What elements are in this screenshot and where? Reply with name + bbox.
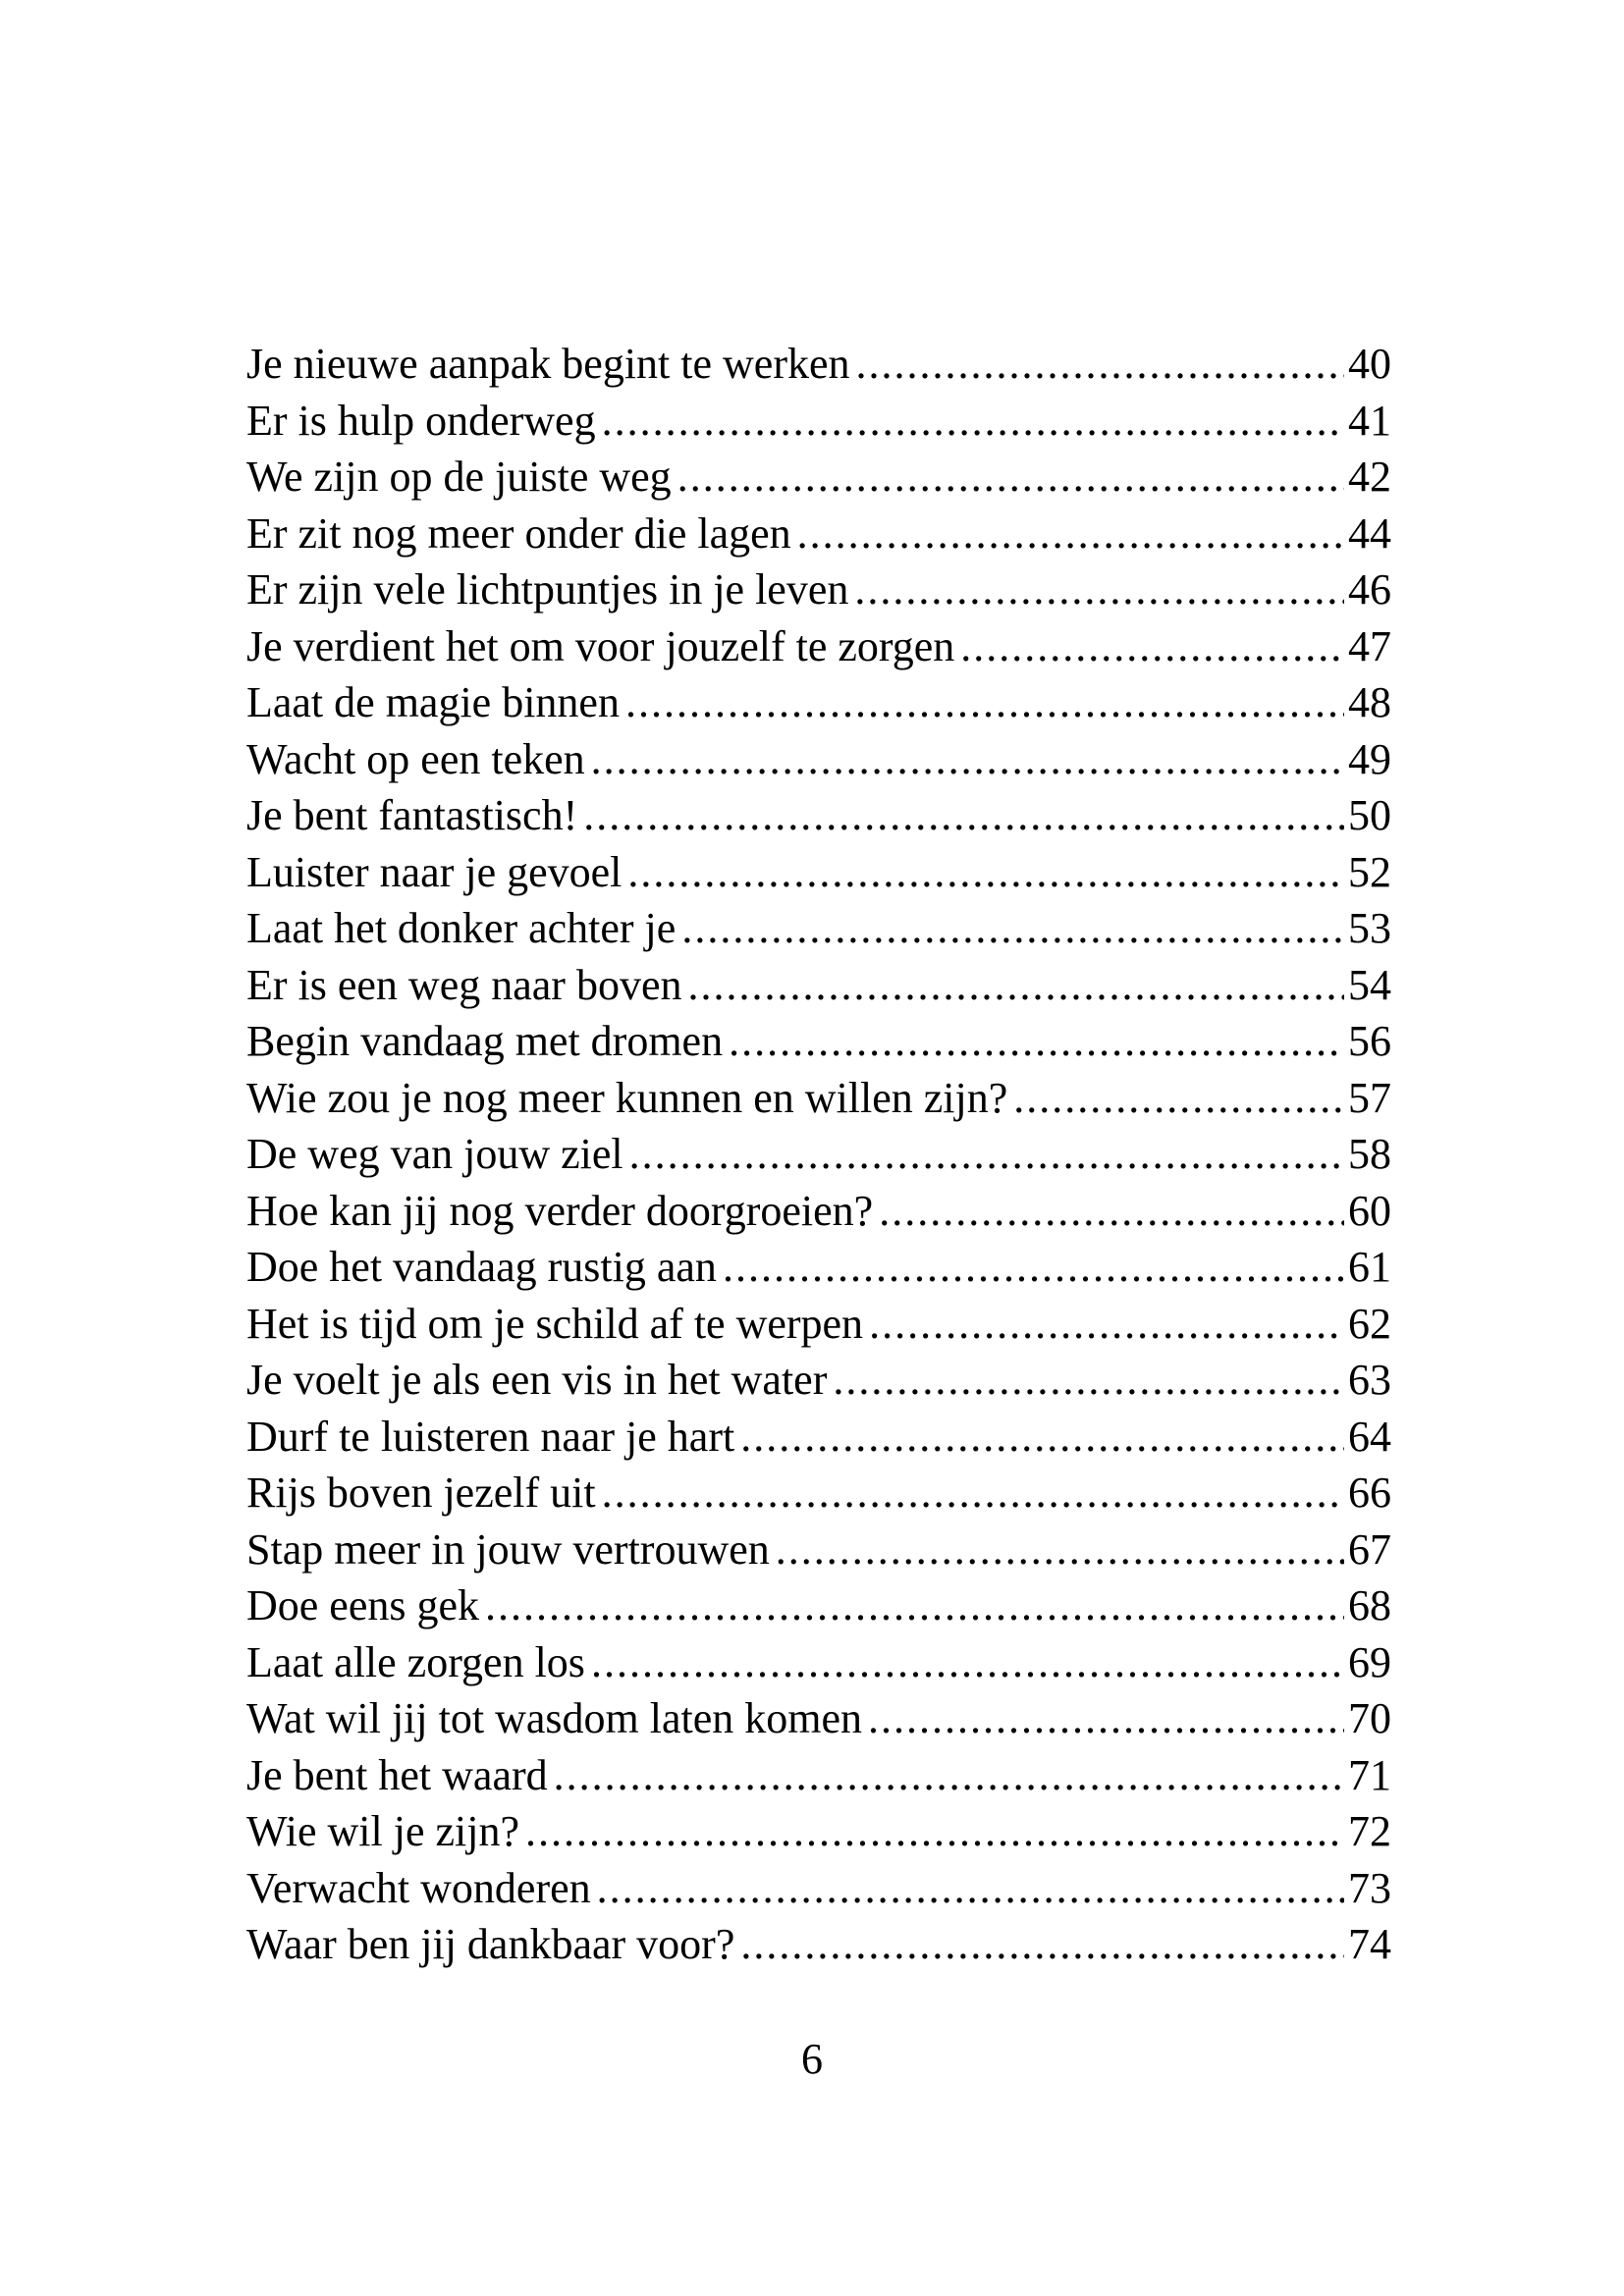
toc-dot-leader — [627, 844, 1344, 901]
toc-entry[interactable] — [246, 506, 1391, 562]
table-of-contents — [246, 336, 1391, 1973]
toc-entry-title: Je voelt je als een vis in het water — [246, 1356, 828, 1404]
toc-entry[interactable] — [246, 449, 1391, 506]
toc-dot-leader — [776, 1522, 1344, 1578]
toc-entry-page-number: 42 — [1348, 453, 1391, 501]
toc-entry[interactable] — [246, 674, 1391, 731]
toc-entry-page-number: 57 — [1348, 1073, 1391, 1122]
toc-entry[interactable] — [246, 561, 1391, 618]
page-number: 6 — [801, 2035, 823, 2083]
toc-entry[interactable] — [246, 1916, 1391, 1973]
toc-dot-leader — [597, 1860, 1344, 1917]
toc-dot-leader — [583, 787, 1344, 844]
toc-dot-leader — [602, 1465, 1344, 1522]
toc-entry-title: Je verdient het om voor jouzelf te zorgen — [246, 621, 955, 670]
toc-dot-leader — [554, 1747, 1344, 1804]
toc-entry-page-number: 63 — [1348, 1356, 1391, 1404]
toc-entry[interactable] — [246, 336, 1391, 393]
toc-entry-title: Wie zou je nog meer kunnen en willen zijn? — [246, 1073, 1008, 1122]
toc-entry-page-number: 71 — [1348, 1750, 1391, 1799]
toc-entry[interactable] — [246, 1690, 1391, 1747]
toc-entry-title: Er is een weg naar boven — [246, 960, 682, 1009]
toc-entry-page-number: 50 — [1348, 791, 1391, 839]
toc-entry-page-number: 60 — [1348, 1186, 1391, 1235]
toc-entry[interactable] — [246, 1239, 1391, 1296]
toc-dot-leader — [740, 1409, 1344, 1466]
toc-entry[interactable] — [246, 1577, 1391, 1634]
toc-entry[interactable] — [246, 844, 1391, 901]
toc-dot-leader — [625, 674, 1344, 731]
toc-entry-page-number: 49 — [1348, 734, 1391, 783]
toc-entry-page-number: 67 — [1348, 1524, 1391, 1574]
toc-entry[interactable] — [246, 1296, 1391, 1353]
toc-entry-page-number: 69 — [1348, 1637, 1391, 1686]
toc-entry-title: Verwacht wonderen — [246, 1863, 591, 1912]
toc-entry[interactable] — [246, 1409, 1391, 1466]
toc-entry-page-number: 73 — [1348, 1863, 1391, 1912]
toc-entry-page-number: 56 — [1348, 1017, 1391, 1065]
toc-entry-title: Er zijn vele lichtpuntjes in je leven — [246, 565, 849, 614]
toc-entry[interactable] — [246, 1126, 1391, 1183]
toc-entry[interactable] — [246, 1070, 1391, 1127]
toc-entry-page-number: 68 — [1348, 1581, 1391, 1629]
toc-entry-title: We zijn op de juiste weg — [246, 453, 672, 501]
toc-entry-page-number: 44 — [1348, 508, 1391, 558]
toc-dot-leader — [833, 1352, 1344, 1409]
toc-entry-page-number: 66 — [1348, 1468, 1391, 1517]
toc-entry-title: Wacht op een teken — [246, 734, 585, 783]
toc-entry[interactable] — [246, 1803, 1391, 1860]
toc-entry[interactable] — [246, 900, 1391, 957]
toc-dot-leader — [729, 1013, 1344, 1070]
toc-entry-title: Wat wil jij tot wasdom laten komen — [246, 1694, 863, 1742]
toc-entry-title: Begin vandaag met dromen — [246, 1017, 724, 1065]
toc-entry-page-number: 64 — [1348, 1412, 1391, 1461]
toc-entry[interactable] — [246, 1747, 1391, 1804]
toc-entry-title: Durf te luisteren naar je hart — [246, 1412, 735, 1461]
toc-entry[interactable] — [246, 787, 1391, 844]
toc-dot-leader — [591, 1634, 1344, 1691]
toc-dot-leader — [485, 1577, 1344, 1634]
toc-entry[interactable] — [246, 1465, 1391, 1522]
toc-entry-page-number: 53 — [1348, 904, 1391, 952]
toc-entry[interactable] — [246, 393, 1391, 450]
toc-entry-title: Laat alle zorgen los — [246, 1637, 585, 1686]
toc-entry-page-number: 41 — [1348, 396, 1391, 445]
toc-entry-page-number: 46 — [1348, 565, 1391, 614]
toc-entry-page-number: 48 — [1348, 678, 1391, 726]
toc-entry-title: Laat het donker achter je — [246, 904, 677, 952]
toc-entry-title: Wie wil je zijn? — [246, 1807, 520, 1855]
toc-entry-title: Er is hulp onderweg — [246, 396, 596, 445]
toc-dot-leader — [856, 336, 1344, 393]
toc-dot-leader — [677, 449, 1344, 506]
toc-entry-title: Je bent fantastisch! — [246, 791, 578, 839]
toc-entry-page-number: 47 — [1348, 621, 1391, 670]
toc-entry[interactable] — [246, 957, 1391, 1014]
toc-dot-leader — [740, 1916, 1344, 1973]
toc-dot-leader — [869, 1296, 1344, 1353]
toc-entry-title: Laat de magie binnen — [246, 678, 620, 726]
toc-entry-title: Doe het vandaag rustig aan — [246, 1243, 717, 1291]
toc-entry-title: Je bent het waard — [246, 1750, 548, 1799]
toc-entry[interactable] — [246, 1013, 1391, 1070]
toc-entry-title: Er zit nog meer onder die lagen — [246, 508, 791, 558]
toc-entry-page-number: 58 — [1348, 1130, 1391, 1178]
toc-entry[interactable] — [246, 618, 1391, 675]
toc-entry-title: Je nieuwe aanpak begint te werken — [246, 340, 850, 388]
toc-dot-leader — [629, 1126, 1344, 1183]
toc-entry-page-number: 52 — [1348, 847, 1391, 896]
toc-dot-leader — [681, 900, 1344, 957]
toc-dot-leader — [687, 957, 1344, 1014]
toc-dot-leader — [868, 1690, 1344, 1747]
toc-entry-page-number: 70 — [1348, 1694, 1391, 1742]
toc-dot-leader — [854, 561, 1344, 618]
toc-entry[interactable] — [246, 1634, 1391, 1691]
toc-entry-page-number: 61 — [1348, 1243, 1391, 1291]
toc-entry-title: Waar ben jij dankbaar voor? — [246, 1920, 735, 1968]
toc-entry-page-number: 40 — [1348, 340, 1391, 388]
toc-dot-leader — [960, 618, 1344, 675]
toc-entry-title: Luister naar je gevoel — [246, 847, 623, 896]
toc-dot-leader — [525, 1803, 1344, 1860]
toc-entry-title: Doe eens gek — [246, 1581, 480, 1629]
toc-dot-leader — [797, 506, 1344, 562]
toc-dot-leader — [602, 393, 1344, 450]
toc-entry-page-number: 62 — [1348, 1299, 1391, 1348]
toc-entry[interactable] — [246, 1860, 1391, 1917]
toc-entry-title: Het is tijd om je schild af te werpen — [246, 1299, 864, 1348]
toc-entry[interactable] — [246, 1352, 1391, 1409]
toc-entry-page-number: 54 — [1348, 960, 1391, 1009]
toc-entry[interactable] — [246, 1183, 1391, 1240]
toc-entry-page-number: 72 — [1348, 1807, 1391, 1855]
toc-entry-title: Rijs boven jezelf uit — [246, 1468, 596, 1517]
toc-entry[interactable] — [246, 1522, 1391, 1578]
toc-dot-leader — [723, 1239, 1344, 1296]
toc-entry[interactable] — [246, 731, 1391, 788]
toc-dot-leader — [1013, 1070, 1344, 1127]
toc-entry-title: Stap meer in jouw vertrouwen — [246, 1524, 770, 1574]
toc-entry-title: Hoe kan jij nog verder doorgroeien? — [246, 1186, 874, 1235]
toc-dot-leader — [591, 731, 1344, 788]
toc-entry-page-number: 74 — [1348, 1920, 1391, 1968]
toc-dot-leader — [879, 1183, 1344, 1240]
toc-entry-title: De weg van jouw ziel — [246, 1130, 623, 1178]
